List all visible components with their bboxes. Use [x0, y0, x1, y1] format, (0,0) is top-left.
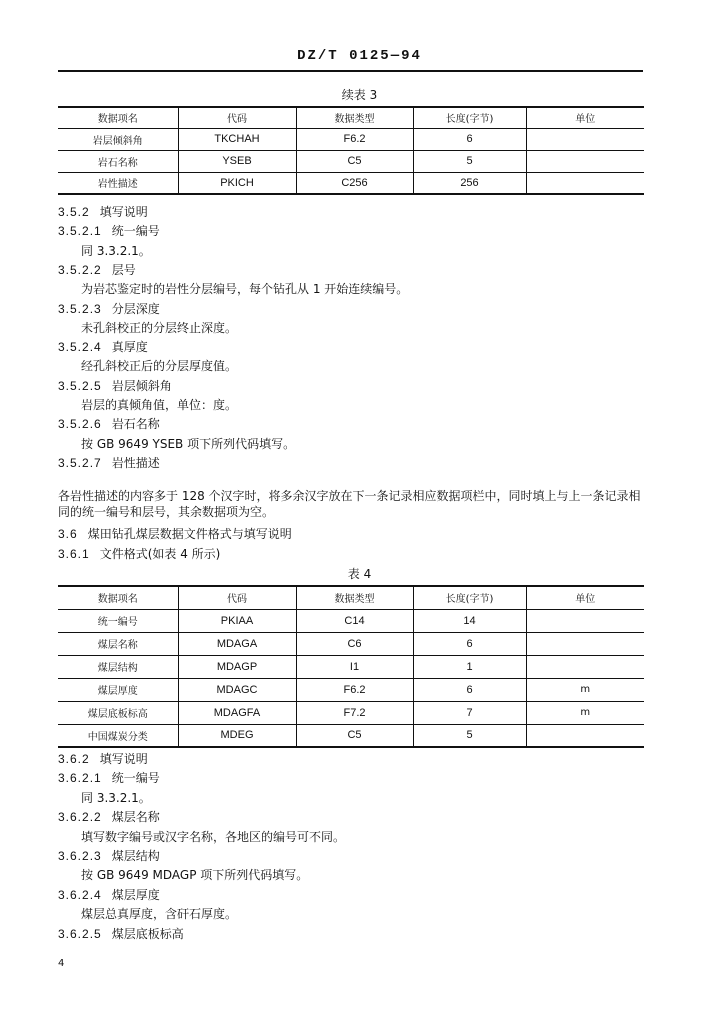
section-heading [58, 301, 160, 317]
line-text: 按 GB 9649 MDAGP 项下所列代码填写。 [81, 868, 309, 883]
line-text: 为岩芯鉴定时的岩性分层编号，每个钻孔从 1 开始连续编号。 [81, 282, 409, 297]
table-cell: 煤层名称 [58, 632, 178, 655]
table-cell: 5 [413, 724, 526, 747]
document-header: DZ/T 0125—94 [297, 48, 422, 64]
section-heading [58, 339, 148, 355]
section-number: 3.5.2.7 [58, 455, 102, 470]
section-text [81, 436, 295, 452]
line-text: 未孔斜校正的分层终止深度。 [81, 320, 238, 335]
line-text: 统一编号 [111, 771, 160, 786]
table-cell: C14 [296, 609, 413, 632]
table-cell: 7 [413, 701, 526, 724]
table-cell: F7.2 [296, 701, 413, 724]
line-text: 岩石名称 [111, 417, 160, 432]
table-cell: 岩石名称 [58, 150, 178, 172]
section-number: 3.6.2.4 [58, 887, 102, 902]
section-text [81, 243, 151, 259]
table-row [58, 655, 644, 678]
table-row [58, 724, 644, 747]
section-heading [58, 809, 160, 825]
table-cell: 1 [413, 655, 526, 678]
table-cell: 煤层底板标高 [58, 701, 178, 724]
line-text: 填写说明 [99, 752, 148, 766]
table-row [58, 632, 644, 655]
line-text: 煤田钻孔煤层数据文件格式与填写说明 [87, 527, 292, 541]
table-cell [526, 150, 644, 172]
section-text [81, 867, 308, 883]
table3 [58, 106, 644, 195]
section-number: 3.5.2.6 [58, 417, 102, 432]
line-text: 层号 [111, 262, 136, 277]
section-heading [58, 455, 160, 471]
section-number: 3.6.2.5 [58, 926, 102, 941]
page-number: 4 [58, 958, 65, 969]
table-cell: 中国煤炭分类 [58, 724, 178, 747]
table-cell: C5 [296, 724, 413, 747]
table3-header-cell: 长度(字节) [413, 107, 526, 128]
table-cell: 岩性描述 [58, 172, 178, 194]
line-text: 按 GB 9649 YSEB 项下所列代码填写。 [81, 436, 296, 451]
table3-header-cell: 代码 [178, 107, 296, 128]
line-text: 同 3.3.2.1。 [81, 790, 151, 805]
table-cell [526, 128, 644, 150]
section-number: 3.5.2.1 [58, 224, 102, 239]
table-cell: PKIAA [178, 609, 296, 632]
section-heading [58, 848, 160, 864]
section-number: 3.6.2.3 [58, 849, 102, 863]
section-text [81, 281, 408, 297]
table4-header-cell: 单位 [526, 586, 644, 609]
line-text: 统一编号 [111, 224, 160, 239]
table4-header-cell: 数据类型 [296, 586, 413, 609]
table-cell: F6.2 [296, 128, 413, 150]
table-cell: C5 [296, 150, 413, 172]
table-cell [526, 609, 644, 632]
section-heading [58, 887, 160, 903]
section-number: 3.6.1 [58, 546, 90, 561]
section-number: 3.6.2.1 [58, 771, 102, 786]
line-text: 岩性描述 [111, 455, 160, 470]
table4-header-cell: 数据项名 [58, 586, 178, 609]
section-number: 3.5.2.4 [58, 340, 102, 355]
line-text: 填写数字编号或汉字名称，各地区的编号可不同。 [81, 829, 346, 844]
table-row [58, 150, 644, 172]
table-cell: MDAGFA [178, 701, 296, 724]
table-cell: 6 [413, 128, 526, 150]
table-cell: MDAGA [178, 632, 296, 655]
table-cell: m [526, 678, 644, 701]
section-number: 3.6 [58, 527, 78, 541]
line-text: 煤层总真厚度，含矸石厚度。 [81, 907, 238, 922]
table4-header-cell: 代码 [178, 586, 296, 609]
table-cell: 岩层倾斜角 [58, 128, 178, 150]
section-text [81, 397, 237, 413]
table3-header-cell: 数据项名 [58, 107, 178, 128]
section-heading [58, 262, 136, 278]
section-heading [58, 770, 160, 786]
line-text: 真厚度 [111, 340, 148, 355]
section-heading [58, 416, 160, 432]
line-text: 煤层厚度 [111, 887, 160, 902]
table-cell [526, 724, 644, 747]
section-number: 3.6.2 [58, 752, 90, 766]
table-row [58, 128, 644, 150]
line-text: 岩层倾斜角 [111, 378, 172, 393]
section-heading [58, 223, 160, 239]
table-cell: 256 [413, 172, 526, 194]
table-cell: YSEB [178, 150, 296, 172]
table-cell [526, 632, 644, 655]
table-cell: MDAGP [178, 655, 296, 678]
section-heading [58, 378, 172, 394]
table-cell [526, 172, 644, 194]
line-text: 煤层名称 [111, 810, 160, 825]
table-cell: 煤层结构 [58, 655, 178, 678]
table-cell: TKCHAH [178, 128, 296, 150]
table-cell: F6.2 [296, 678, 413, 701]
table-cell: C256 [296, 172, 413, 194]
table-cell: 6 [413, 678, 526, 701]
line-text: 经孔斜校正后的分层厚度值。 [81, 359, 238, 374]
table-cell: 煤层厚度 [58, 678, 178, 701]
section-number: 3.5.2 [58, 205, 90, 219]
section-text [81, 829, 345, 845]
section-heading [58, 204, 148, 220]
table-cell [526, 655, 644, 678]
section-number: 3.5.2.2 [58, 262, 102, 277]
table-row [58, 172, 644, 194]
paragraph-text: 各岩性描述的内容多于 128 个汉字时，将多余汉字放在下一条记录相应数据项栏中，同时填上与上一条记录相同的统一编号和层号，其余数据项为空。 [58, 489, 641, 519]
section-text [81, 790, 151, 806]
table3-header-cell: 单位 [526, 107, 644, 128]
table-cell: 6 [413, 632, 526, 655]
table3-caption: 续表 3 [341, 88, 378, 102]
line-text: 同 3.3.2.1。 [81, 243, 151, 258]
table4-caption: 表 4 [347, 567, 372, 581]
table-row [58, 678, 644, 701]
table3-header-cell: 数据类型 [296, 107, 413, 128]
table-row [58, 701, 644, 724]
section-heading [58, 751, 148, 767]
header-rule [58, 70, 643, 72]
section-heading [58, 546, 220, 562]
section-text [81, 358, 237, 374]
table-cell: 14 [413, 609, 526, 632]
section-heading [58, 926, 184, 942]
line-text: 分层深度 [111, 301, 160, 316]
section-text [81, 906, 237, 922]
table-cell: MDEG [178, 724, 296, 747]
table4 [58, 585, 644, 748]
line-text: 岩层的真倾角值，单位：度。 [81, 398, 238, 412]
line-text: 煤层底板标高 [111, 926, 184, 941]
table-row [58, 609, 644, 632]
section-number: 3.5.2.5 [58, 378, 102, 393]
table-cell: C6 [296, 632, 413, 655]
section-heading [58, 526, 292, 542]
table-cell: 5 [413, 150, 526, 172]
section-text [81, 320, 237, 336]
table4-header-cell: 长度(字节) [413, 586, 526, 609]
table-cell: PKICH [178, 172, 296, 194]
table-cell: MDAGC [178, 678, 296, 701]
section-number: 3.6.2.2 [58, 810, 102, 825]
table-cell: 统一编号 [58, 609, 178, 632]
line-text: 文件格式(如表 4 所示) [99, 546, 221, 561]
table-cell: I1 [296, 655, 413, 678]
line-text: 填写说明 [99, 205, 148, 219]
line-text: 煤层结构 [111, 849, 160, 863]
section-number: 3.5.2.3 [58, 301, 102, 316]
table-cell: m [526, 701, 644, 724]
